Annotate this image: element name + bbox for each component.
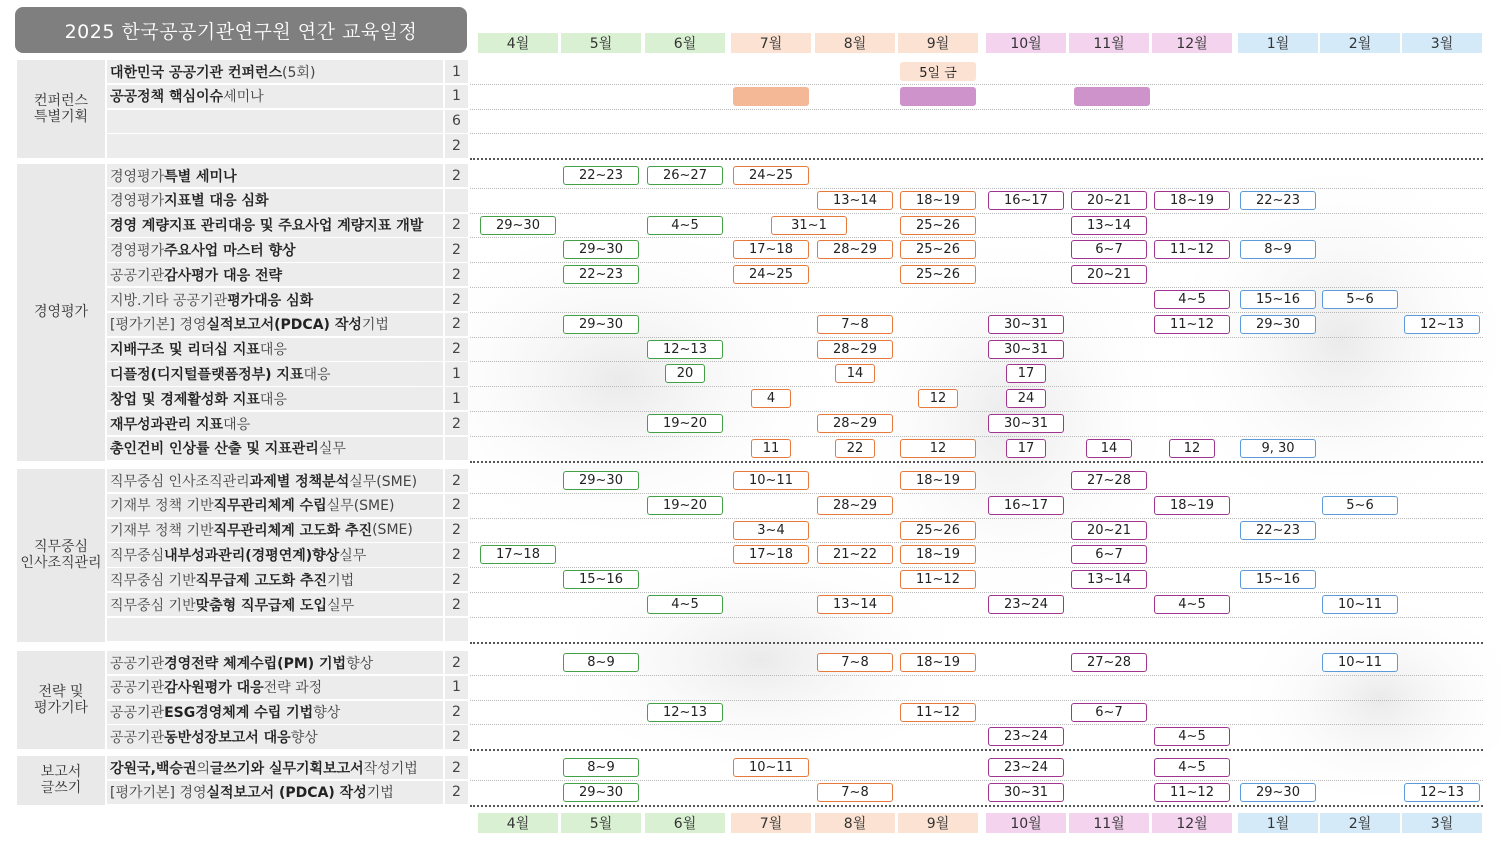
- course-name-part: 맞춤형 직무급제 도입: [195, 597, 328, 614]
- month-footer-6: 9월: [898, 813, 978, 833]
- month-footer-12: 3월: [1402, 813, 1482, 833]
- course-name-part: 직무중심 인사조직관리: [110, 473, 250, 490]
- row-divider: [470, 749, 1483, 751]
- session-count: 2: [445, 238, 468, 261]
- schedule-date-chip[interactable]: 10~11: [1322, 595, 1398, 614]
- course-name[interactable]: [107, 618, 443, 641]
- course-name-part: ESG경영체계 수립 기법: [164, 705, 314, 722]
- schedule-date-chip[interactable]: 7~8: [817, 315, 893, 334]
- course-name-part: 대응: [303, 367, 331, 384]
- schedule-date-chip[interactable]: 30~31: [988, 783, 1064, 802]
- schedule-date-chip[interactable]: 16~17: [988, 496, 1064, 515]
- schedule-date-chip[interactable]: 6~7: [1071, 703, 1147, 722]
- course-name-part: 지표별 대응 심화: [164, 193, 269, 210]
- session-count: 2: [445, 412, 468, 435]
- schedule-date-chip[interactable]: 8~9: [563, 758, 639, 777]
- row-divider: [470, 287, 1483, 288]
- session-count: 1: [445, 387, 468, 410]
- schedule-date-chip[interactable]: 14: [835, 364, 875, 383]
- schedule-date-chip[interactable]: 29~30: [480, 216, 556, 235]
- page-title: 2025 한국공공기관연구원 연간 교육일정: [15, 7, 467, 53]
- course-name-part: 특별 세미나: [164, 168, 237, 185]
- session-count: 2: [445, 134, 468, 157]
- course-name-part: (5회): [282, 64, 316, 81]
- row-divider: [470, 617, 1483, 618]
- schedule-date-chip[interactable]: 18~19: [900, 653, 976, 672]
- schedule-date-chip[interactable]: 8~9: [563, 653, 639, 672]
- schedule-date-chip[interactable]: 22~23: [563, 166, 639, 185]
- course-name-part: 지배구조 및 리더십 지표: [110, 342, 260, 359]
- schedule-date-chip[interactable]: 4~5: [1154, 595, 1230, 614]
- month-footer-11: 2월: [1320, 813, 1400, 833]
- schedule-date-chip[interactable]: 7~8: [817, 783, 893, 802]
- row-divider: [470, 361, 1483, 362]
- schedule-date-chip[interactable]: 17~18: [733, 545, 809, 564]
- course-name[interactable]: [107, 85, 443, 108]
- session-count: 2: [445, 593, 468, 616]
- session-count: [445, 437, 468, 460]
- schedule-date-chip[interactable]: 14: [1086, 439, 1132, 458]
- schedule-date-chip[interactable]: 4~5: [647, 595, 723, 614]
- schedule-date-chip[interactable]: 17: [1006, 364, 1046, 383]
- course-name[interactable]: [107, 338, 443, 361]
- course-name[interactable]: [107, 288, 443, 311]
- course-name[interactable]: [107, 568, 443, 591]
- course-name[interactable]: [107, 110, 443, 133]
- schedule-date-chip[interactable]: 13~14: [1071, 216, 1147, 235]
- row-divider: [470, 700, 1483, 701]
- schedule-date-chip[interactable]: 20~21: [1071, 191, 1147, 210]
- session-count: 2: [445, 781, 468, 804]
- month-footer-9: 12월: [1152, 813, 1232, 833]
- course-name-part: 실무(SME): [349, 473, 418, 490]
- course-name-part: 대응: [259, 391, 287, 408]
- schedule-date-chip[interactable]: 31~1: [771, 216, 847, 235]
- course-name-part: 직무관리체계 고도화 추진: [213, 523, 373, 540]
- course-name-part: 직무급제 고도화 추진: [195, 572, 328, 589]
- schedule-date-chip[interactable]: 17: [1006, 439, 1046, 458]
- month-header-7: 10월: [986, 33, 1066, 53]
- schedule-date-chip[interactable]: 24: [1006, 389, 1046, 408]
- course-name[interactable]: [107, 494, 443, 517]
- schedule-date-chip[interactable]: 25~26: [900, 240, 976, 259]
- month-footer-8: 11월: [1069, 813, 1149, 833]
- course-name-part: 강원국,백승권: [110, 760, 197, 777]
- course-name-part: 실무: [327, 597, 355, 614]
- course-name[interactable]: [107, 543, 443, 566]
- course-name-part: 실무(SME): [326, 498, 395, 515]
- course-name-part: 실적보고서(PDCA) 작성: [206, 317, 362, 334]
- course-name-part: 주요사업 마스터 향상: [164, 243, 296, 260]
- schedule-date-chip[interactable]: 12: [1169, 439, 1215, 458]
- schedule-date-chip[interactable]: [900, 87, 976, 106]
- course-name-part: 지방.기타 공공기관: [110, 292, 228, 309]
- schedule-date-chip[interactable]: 17~18: [733, 240, 809, 259]
- course-name-part: 전략 과정: [263, 680, 323, 697]
- schedule-date-chip[interactable]: 3~4: [733, 521, 809, 540]
- course-name[interactable]: [107, 362, 443, 385]
- schedule-date-chip[interactable]: 27~28: [1071, 471, 1147, 490]
- session-count: 1: [445, 362, 468, 385]
- month-footer-3: 6월: [645, 813, 725, 833]
- course-name-part: 기법: [327, 572, 355, 589]
- course-name-part: 직무중심: [110, 548, 165, 565]
- session-count: 1: [445, 676, 468, 699]
- schedule-date-chip[interactable]: 23~24: [988, 758, 1064, 777]
- course-name[interactable]: [107, 313, 443, 336]
- course-name-part: 경영 계량지표 관리대응 및 주요사업 계량지표 개발: [110, 218, 424, 235]
- course-name-part: 감사평가 대응 전략: [164, 267, 283, 284]
- course-name[interactable]: [107, 781, 443, 804]
- course-name[interactable]: [107, 701, 443, 724]
- row-divider: [470, 411, 1483, 412]
- month-header-12: 3월: [1402, 33, 1482, 53]
- row-divider: [470, 386, 1483, 387]
- month-header-2: 5월: [561, 33, 641, 53]
- schedule-date-chip[interactable]: 13~14: [817, 595, 893, 614]
- course-name-part: 글쓰기와 실무기획보고서: [210, 760, 364, 777]
- category-label: 경영평가: [17, 164, 105, 461]
- course-name-part: 세미나: [223, 89, 264, 106]
- schedule-date-chip[interactable]: 12~13: [1404, 783, 1480, 802]
- course-name[interactable]: [107, 676, 443, 699]
- schedule-date-chip[interactable]: 25~26: [900, 521, 976, 540]
- course-name-part: 기재부 정책 기반: [110, 523, 214, 540]
- schedule-date-chip[interactable]: 18~19: [900, 471, 976, 490]
- session-count: 2: [445, 725, 468, 748]
- schedule-date-chip[interactable]: 22~23: [1240, 521, 1316, 540]
- schedule-date-chip[interactable]: 9, 30: [1240, 439, 1316, 458]
- course-name-part: 내부성과관리(경평연계)향상: [164, 548, 340, 565]
- course-name-part: 과제별 정책분석: [249, 473, 350, 490]
- schedule-date-chip[interactable]: [1074, 87, 1150, 106]
- course-name-part: 경영전략 체계수립(PM) 기법: [164, 655, 347, 672]
- month-footer-5: 8월: [815, 813, 895, 833]
- session-count: 2: [445, 568, 468, 591]
- course-name-part: 공공정책 핵심이슈: [110, 89, 224, 106]
- row-divider: [470, 213, 1483, 214]
- course-name-part: 의: [196, 760, 210, 777]
- schedule-date-chip[interactable]: 12~13: [1404, 315, 1480, 334]
- row-divider: [470, 133, 1483, 134]
- month-header-6: 9월: [898, 33, 978, 53]
- schedule-date-chip[interactable]: 21~22: [817, 545, 893, 564]
- schedule-date-chip[interactable]: 18~19: [1154, 496, 1230, 515]
- schedule-date-chip[interactable]: 29~30: [563, 471, 639, 490]
- row-divider: [470, 724, 1483, 725]
- schedule-date-chip[interactable]: 22~23: [563, 265, 639, 284]
- row-divider: [470, 675, 1483, 676]
- schedule-date-chip[interactable]: 29~30: [563, 783, 639, 802]
- schedule-date-chip[interactable]: 12: [918, 389, 958, 408]
- row-divider: [470, 592, 1483, 593]
- course-name-part: 동반성장보고서 대응: [164, 730, 291, 747]
- course-name-part: 기재부 정책 기반: [110, 498, 214, 515]
- course-name-part: 실무: [339, 548, 367, 565]
- schedule-date-chip[interactable]: 11~12: [1154, 783, 1230, 802]
- month-header-8: 11월: [1069, 33, 1149, 53]
- course-name-part: 공공기관: [110, 655, 165, 672]
- course-name[interactable]: [107, 134, 443, 157]
- course-name-part: 직무중심 기반: [110, 572, 196, 589]
- row-divider: [470, 493, 1483, 494]
- course-name[interactable]: [107, 593, 443, 616]
- session-count: 2: [445, 701, 468, 724]
- course-name-part: 공공기관: [110, 730, 165, 747]
- schedule-date-chip[interactable]: 8~9: [1240, 240, 1316, 259]
- schedule-date-chip[interactable]: 18~19: [900, 191, 976, 210]
- row-divider: [470, 518, 1483, 519]
- month-header-11: 2월: [1320, 33, 1400, 53]
- schedule-date-chip[interactable]: 23~24: [988, 595, 1064, 614]
- schedule-date-chip[interactable]: 28~29: [817, 496, 893, 515]
- schedule-date-chip[interactable]: 11: [751, 439, 791, 458]
- schedule-date-chip[interactable]: [733, 87, 809, 106]
- schedule-date-chip[interactable]: 30~31: [988, 315, 1064, 334]
- session-count: 2: [445, 164, 468, 187]
- schedule-date-chip[interactable]: 24~25: [733, 265, 809, 284]
- session-count: 2: [445, 519, 468, 542]
- schedule-date-chip[interactable]: 4~5: [647, 216, 723, 235]
- course-name-part: 디플정(디지털플랫폼정부) 지표: [110, 367, 304, 384]
- schedule-date-chip[interactable]: 15~16: [1240, 570, 1316, 589]
- session-count: 2: [445, 494, 468, 517]
- schedule-date-chip[interactable]: 4: [751, 389, 791, 408]
- schedule-date-chip[interactable]: 24~25: [733, 166, 809, 185]
- schedule-date-chip[interactable]: 25~26: [900, 265, 976, 284]
- course-name-part: 향상: [290, 730, 318, 747]
- category-label: 직무중심 인사조직관리: [17, 469, 105, 642]
- schedule-date-chip[interactable]: 29~30: [563, 315, 639, 334]
- schedule-date-chip[interactable]: 27~28: [1071, 653, 1147, 672]
- month-footer-10: 1월: [1238, 813, 1318, 833]
- schedule-date-chip[interactable]: 11~12: [900, 570, 976, 589]
- course-name-part: 기법: [366, 785, 394, 802]
- schedule-date-chip[interactable]: 4~5: [1154, 290, 1230, 309]
- schedule-date-chip[interactable]: 13~14: [817, 191, 893, 210]
- schedule-date-chip[interactable]: 4~5: [1154, 758, 1230, 777]
- schedule-date-chip[interactable]: 30~31: [988, 414, 1064, 433]
- row-divider: [470, 780, 1483, 781]
- session-count: 2: [445, 756, 468, 779]
- row-divider: [470, 436, 1483, 437]
- row-divider: [470, 461, 1483, 463]
- schedule-date-chip[interactable]: 10~11: [733, 471, 809, 490]
- course-name-part: 직무관리체계 수립: [213, 498, 327, 515]
- row-divider: [470, 642, 1483, 644]
- course-name-part: 향상: [313, 705, 341, 722]
- course-name-part: 공공기관: [110, 680, 165, 697]
- schedule-date-chip[interactable]: 28~29: [817, 240, 893, 259]
- schedule-date-chip[interactable]: 28~29: [817, 340, 893, 359]
- course-name-part: 경영평가: [110, 243, 165, 260]
- session-count: 2: [445, 214, 468, 237]
- month-footer-1: 4월: [478, 813, 558, 833]
- course-name-part: 공공기관: [110, 705, 165, 722]
- course-name[interactable]: [107, 263, 443, 286]
- course-name-part: 향상: [346, 655, 374, 672]
- session-count: [445, 189, 468, 212]
- session-count: 2: [445, 651, 468, 674]
- schedule-date-chip[interactable]: 28~29: [817, 414, 893, 433]
- course-name[interactable]: [107, 437, 443, 460]
- month-header-9: 12월: [1152, 33, 1232, 53]
- schedule-date-chip[interactable]: 23~24: [988, 727, 1064, 746]
- course-name[interactable]: [107, 651, 443, 674]
- session-count: 1: [445, 85, 468, 108]
- schedule-date-chip[interactable]: 5~6: [1322, 496, 1398, 515]
- course-name-part: 경영평가: [110, 168, 165, 185]
- row-divider: [470, 805, 1483, 807]
- schedule-date-chip[interactable]: 20: [665, 364, 705, 383]
- schedule-date-chip[interactable]: 11~12: [900, 703, 976, 722]
- course-name-part: 감사원평가 대응: [164, 680, 264, 697]
- schedule-date-chip[interactable]: 12: [900, 439, 976, 458]
- course-name-part: [평가기본] 경영: [110, 317, 207, 334]
- course-name-part: 대한민국 공공기관 컨퍼런스: [110, 64, 283, 81]
- schedule-date-chip[interactable]: 26~27: [647, 166, 723, 185]
- row-divider: [470, 84, 1483, 85]
- row-divider: [470, 312, 1483, 313]
- schedule-date-chip[interactable]: 12~13: [647, 703, 723, 722]
- schedule-date-chip[interactable]: 13~14: [1071, 570, 1147, 589]
- category-label: 컨퍼런스 특별기획: [17, 60, 105, 158]
- course-name-part: 경영평가: [110, 193, 165, 210]
- month-footer-4: 7월: [731, 813, 811, 833]
- month-header-4: 7월: [731, 33, 811, 53]
- course-name[interactable]: [107, 519, 443, 542]
- session-count: 2: [445, 288, 468, 311]
- course-name[interactable]: [107, 238, 443, 261]
- schedule-date-chip[interactable]: 15~16: [563, 570, 639, 589]
- row-divider: [470, 158, 1483, 160]
- course-name[interactable]: [107, 725, 443, 748]
- category-label: 전략 및 평가기타: [17, 651, 105, 749]
- row-divider: [470, 237, 1483, 238]
- course-name-part: 실적보고서 (PDCA) 작성: [206, 785, 367, 802]
- schedule-date-chip[interactable]: 7~8: [817, 653, 893, 672]
- schedule-date-chip[interactable]: 16~17: [988, 191, 1064, 210]
- month-header-5: 8월: [815, 33, 895, 53]
- schedule-date-chip[interactable]: 22~23: [1240, 191, 1316, 210]
- course-name-part: 작성기법: [363, 760, 418, 777]
- course-name[interactable]: [107, 469, 443, 492]
- schedule-date-chip[interactable]: 4~5: [1154, 727, 1230, 746]
- schedule-date-chip[interactable]: 18~19: [900, 545, 976, 564]
- course-name-part: 공공기관: [110, 267, 165, 284]
- course-name-part: 기법: [361, 317, 389, 334]
- schedule-date-chip[interactable]: 29~30: [563, 240, 639, 259]
- row-divider: [470, 542, 1483, 543]
- course-name-part: (SME): [372, 522, 413, 539]
- schedule-date-chip[interactable]: 19~20: [647, 414, 723, 433]
- session-count: 2: [445, 338, 468, 361]
- schedule-date-chip[interactable]: 5~6: [1322, 290, 1398, 309]
- session-count: 6: [445, 110, 468, 133]
- course-name-part: 창업 및 경제활성화 지표: [110, 391, 260, 408]
- schedule-date-chip[interactable]: 20~21: [1071, 265, 1147, 284]
- schedule-date-chip[interactable]: 11~12: [1154, 315, 1230, 334]
- course-name-part: 총인건비 인상률 산출 및 지표관리: [110, 441, 319, 458]
- course-name-part: 대응: [223, 416, 251, 433]
- session-count: 2: [445, 469, 468, 492]
- row-divider: [470, 109, 1483, 110]
- row-divider: [470, 337, 1483, 338]
- course-name-part: 실무: [318, 441, 346, 458]
- month-header-10: 1월: [1238, 33, 1318, 53]
- course-name[interactable]: [107, 387, 443, 410]
- schedule-date-chip[interactable]: 19~20: [647, 496, 723, 515]
- schedule-date-chip[interactable]: 22: [835, 439, 875, 458]
- schedule-date-chip[interactable]: 17~18: [480, 545, 556, 564]
- course-name-part: 평가대응 심화: [227, 292, 314, 309]
- session-count: 2: [445, 263, 468, 286]
- schedule-date-chip[interactable]: 25~26: [900, 216, 976, 235]
- schedule-date-chip[interactable]: 5일 금: [900, 62, 976, 81]
- category-label: 보고서 글쓰기: [17, 756, 105, 805]
- course-name-part: 직무중심 기반: [110, 597, 196, 614]
- session-count: 2: [445, 543, 468, 566]
- course-name[interactable]: [107, 214, 443, 237]
- schedule-date-chip[interactable]: 10~11: [733, 758, 809, 777]
- month-footer-7: 10월: [986, 813, 1066, 833]
- course-name-part: 재무성과관리 지표: [110, 416, 224, 433]
- course-name-part: [평가기본] 경영: [110, 785, 207, 802]
- schedule-date-chip[interactable]: 6~7: [1071, 240, 1147, 259]
- month-header-1: 4월: [478, 33, 558, 53]
- schedule-date-chip[interactable]: 30~31: [988, 340, 1064, 359]
- schedule-date-chip[interactable]: 29~30: [1240, 315, 1316, 334]
- schedule-date-chip[interactable]: 12~13: [647, 340, 723, 359]
- course-name[interactable]: [107, 412, 443, 435]
- schedule-date-chip[interactable]: 18~19: [1154, 191, 1230, 210]
- schedule-date-chip[interactable]: 10~11: [1322, 653, 1398, 672]
- schedule-date-chip[interactable]: 15~16: [1240, 290, 1316, 309]
- schedule-date-chip[interactable]: 11~12: [1154, 240, 1230, 259]
- month-header-3: 6월: [645, 33, 725, 53]
- month-footer-2: 5월: [561, 813, 641, 833]
- schedule-date-chip[interactable]: 29~30: [1240, 783, 1316, 802]
- course-name[interactable]: [107, 189, 443, 212]
- session-count: 2: [445, 313, 468, 336]
- schedule-date-chip[interactable]: 6~7: [1071, 545, 1147, 564]
- course-name[interactable]: [107, 60, 443, 83]
- session-count: [445, 618, 468, 641]
- course-name[interactable]: [107, 164, 443, 187]
- session-count: 1: [445, 60, 468, 83]
- course-name[interactable]: [107, 756, 443, 779]
- row-divider: [470, 188, 1483, 189]
- row-divider: [470, 262, 1483, 263]
- course-name-part: 대응: [259, 342, 287, 359]
- row-divider: [470, 567, 1483, 568]
- schedule-date-chip[interactable]: 20~21: [1071, 521, 1147, 540]
